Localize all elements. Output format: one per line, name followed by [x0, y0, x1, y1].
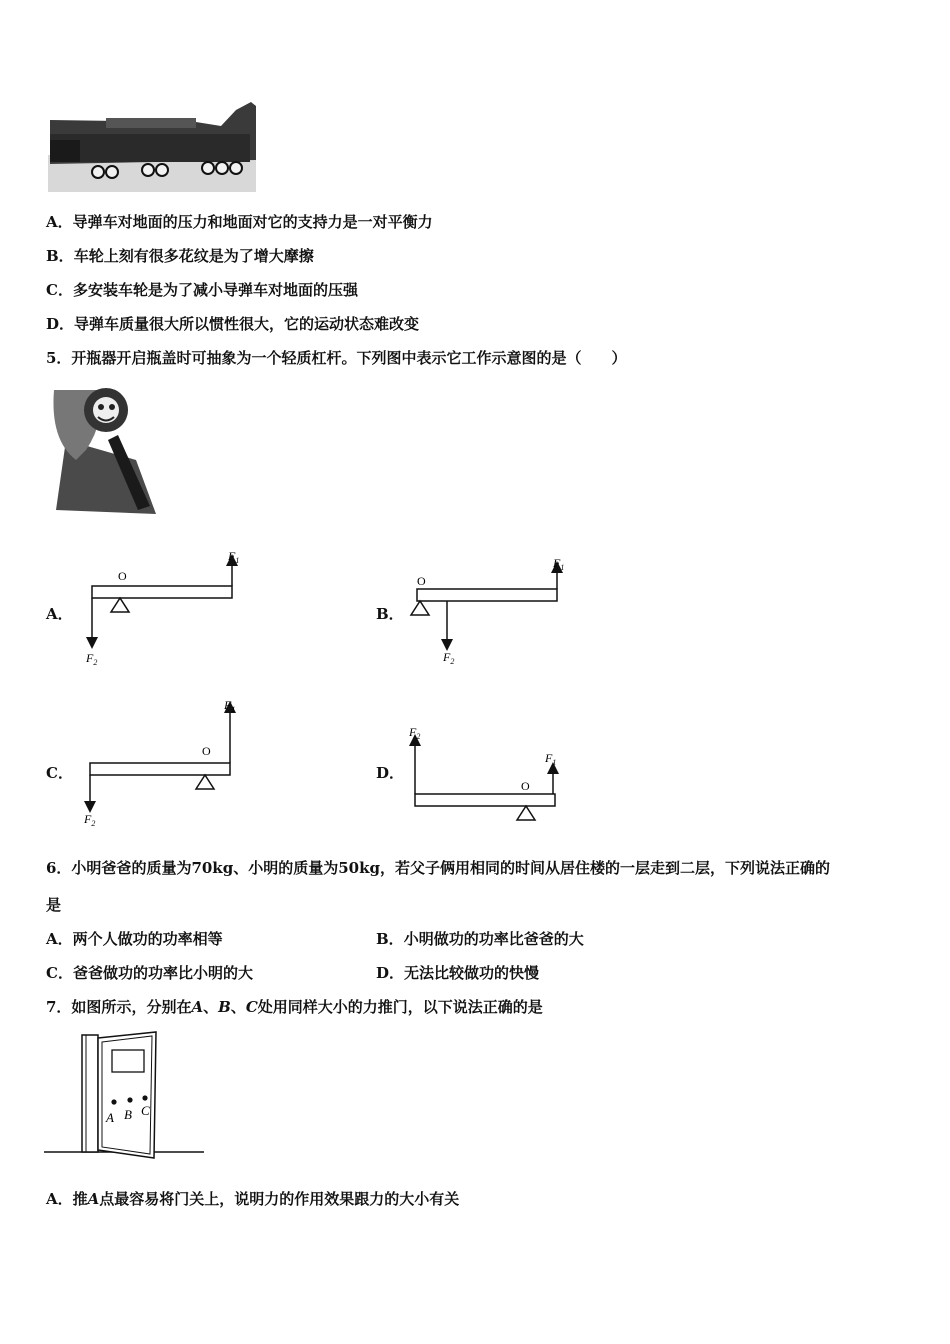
svg-text:F2: $F_2$	[84, 812, 96, 828]
q6-option-c: C．爸爸做功的功率比小明的大	[46, 964, 253, 982]
bottle-opener-photo	[46, 380, 166, 520]
q5-option-a-label: A．	[46, 605, 73, 623]
q6-option-b: B．小明做功的功率比爸爸的大	[376, 930, 584, 948]
q6-option-d: D．无法比较做功的快慢	[376, 964, 540, 982]
svg-text:O: O	[417, 574, 426, 588]
q7-stem: 7．如图所示，分别在A、B、C处用同样大小的力推门，以下说法正确的是	[46, 998, 543, 1016]
svg-text:F1: $F_1$	[553, 556, 565, 572]
svg-text:O: O	[202, 744, 211, 758]
svg-text:F1: $F_1$	[545, 751, 557, 767]
door-diagram	[44, 1030, 209, 1170]
svg-text:C: C	[141, 1103, 150, 1118]
q4-option-b: B．车轮上刻有很多花纹是为了增大摩擦	[46, 247, 314, 265]
svg-text:F2: $F_2$	[409, 725, 421, 741]
svg-text:F1: $F_1$	[224, 698, 236, 714]
q4-option-a: A．导弹车对地面的压力和地面对它的支持力是一对平衡力	[46, 213, 433, 231]
q5-lever-diagram-d	[405, 720, 570, 830]
q7-option-a: A．推A点最容易将门关上，说明力的作用效果跟力的大小有关	[46, 1190, 460, 1208]
svg-text:F2: $F_2$	[443, 650, 455, 666]
svg-text:A: A	[106, 1110, 114, 1125]
q4-option-c: C．多安装车轮是为了减小导弹车对地面的压强	[46, 281, 358, 299]
q5-lever-diagram-c	[80, 695, 250, 830]
q5-option-c-label: C．	[46, 764, 73, 782]
q5-lever-diagram-a	[80, 548, 260, 673]
svg-text:B: B	[124, 1107, 132, 1122]
q6-stem-line2: 是	[46, 896, 62, 914]
svg-text:O: O	[118, 569, 127, 583]
q5-lever-diagram-b	[405, 553, 575, 673]
missile-truck-photo	[46, 100, 258, 194]
q5-stem: 5．开瓶器开启瓶盖时可抽象为一个轻质杠杆。下列图中表示它工作示意图的是（ ）	[46, 349, 627, 367]
svg-text:O: O	[521, 779, 530, 793]
svg-text:F1: $F_1$	[228, 549, 240, 565]
q6-stem-line1: 6．小明爸爸的质量为70kg、小明的质量为50kg，若父子俩用相同的时间从居住楼的一层走到二层，下列说法正确的	[46, 859, 830, 877]
q5-option-b-label: B．	[376, 605, 404, 623]
q4-option-d: D．导弹车质量很大所以惯性很大，它的运动状态难改变	[46, 315, 420, 333]
q6-option-a: A．两个人做功的功率相等	[46, 930, 223, 948]
svg-text:F2: $F_2$	[86, 651, 98, 667]
q5-option-d-label: D．	[376, 764, 405, 782]
